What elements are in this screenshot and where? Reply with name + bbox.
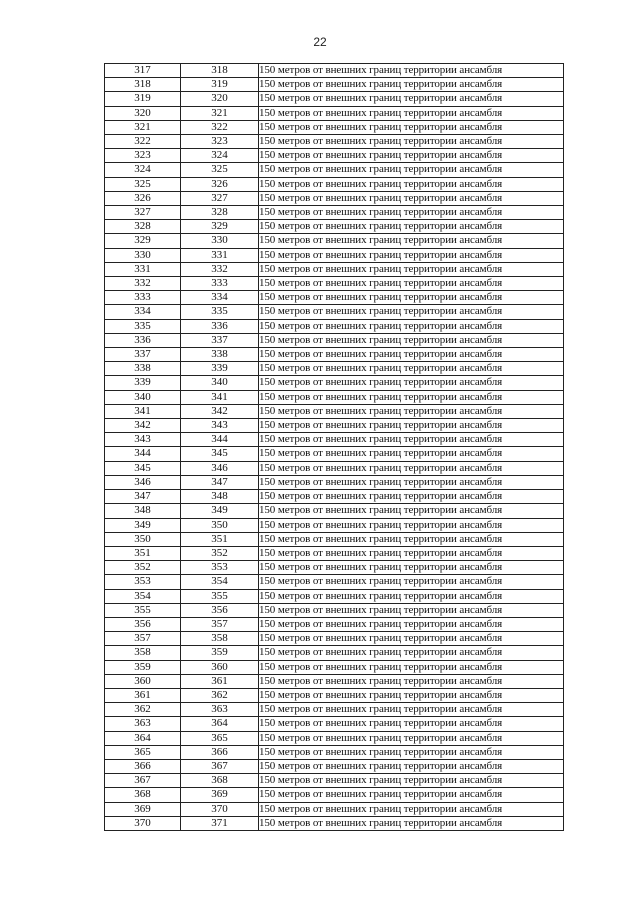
point-from-cell: 345	[105, 461, 181, 475]
point-from-cell: 370	[105, 816, 181, 830]
table-row	[105, 206, 564, 220]
point-to-cell: 355	[181, 589, 259, 603]
description-cell: 150 метров от внешних границ территории ансамбля	[259, 717, 564, 731]
point-to-cell: 369	[181, 788, 259, 802]
table-row	[105, 703, 564, 717]
point-to-cell: 344	[181, 433, 259, 447]
point-from-cell: 341	[105, 404, 181, 418]
point-to-cell: 334	[181, 291, 259, 305]
point-to-cell: 348	[181, 490, 259, 504]
description-cell: 150 метров от внешних границ территории ансамбля	[259, 688, 564, 702]
table-row	[105, 646, 564, 660]
point-from-cell: 357	[105, 632, 181, 646]
table-row	[105, 291, 564, 305]
point-to-cell: 364	[181, 717, 259, 731]
description-cell: 150 метров от внешних границ территории ансамбля	[259, 802, 564, 816]
point-from-cell: 325	[105, 177, 181, 191]
point-to-cell: 318	[181, 64, 259, 78]
description-cell: 150 метров от внешних границ территории ансамбля	[259, 632, 564, 646]
point-from-cell: 331	[105, 262, 181, 276]
point-from-cell: 365	[105, 745, 181, 759]
table-row	[105, 674, 564, 688]
point-from-cell: 369	[105, 802, 181, 816]
point-from-cell: 340	[105, 390, 181, 404]
point-from-cell: 330	[105, 248, 181, 262]
point-from-cell: 364	[105, 731, 181, 745]
point-from-cell: 343	[105, 433, 181, 447]
point-from-cell: 344	[105, 447, 181, 461]
point-from-cell: 322	[105, 135, 181, 149]
point-from-cell: 324	[105, 163, 181, 177]
table-row	[105, 461, 564, 475]
point-from-cell: 317	[105, 64, 181, 78]
table-row	[105, 774, 564, 788]
table-row	[105, 589, 564, 603]
table-row	[105, 149, 564, 163]
table-row	[105, 78, 564, 92]
point-to-cell: 347	[181, 475, 259, 489]
table-row	[105, 603, 564, 617]
point-to-cell: 357	[181, 617, 259, 631]
point-from-cell: 337	[105, 348, 181, 362]
description-cell: 150 метров от внешних границ территории ансамбля	[259, 177, 564, 191]
description-cell: 150 метров от внешних границ территории ансамбля	[259, 404, 564, 418]
description-cell: 150 метров от внешних границ территории ансамбля	[259, 220, 564, 234]
point-from-cell: 336	[105, 333, 181, 347]
table-row	[105, 660, 564, 674]
table-row	[105, 816, 564, 830]
description-cell: 150 метров от внешних границ территории ансамбля	[259, 731, 564, 745]
description-cell: 150 метров от внешних границ территории ансамбля	[259, 419, 564, 433]
description-cell: 150 метров от внешних границ территории ансамбля	[259, 64, 564, 78]
description-cell: 150 метров от внешних границ территории ансамбля	[259, 163, 564, 177]
point-from-cell: 321	[105, 120, 181, 134]
point-from-cell: 320	[105, 106, 181, 120]
point-from-cell: 354	[105, 589, 181, 603]
table-row	[105, 518, 564, 532]
point-to-cell: 358	[181, 632, 259, 646]
point-to-cell: 352	[181, 546, 259, 560]
point-to-cell: 367	[181, 759, 259, 773]
description-cell: 150 метров от внешних границ территории ансамбля	[259, 759, 564, 773]
description-cell: 150 метров от внешних границ территории ансамбля	[259, 816, 564, 830]
point-to-cell: 324	[181, 149, 259, 163]
point-from-cell: 338	[105, 362, 181, 376]
point-from-cell: 349	[105, 518, 181, 532]
point-from-cell: 339	[105, 376, 181, 390]
point-to-cell: 336	[181, 319, 259, 333]
table-row	[105, 617, 564, 631]
point-to-cell: 339	[181, 362, 259, 376]
description-cell: 150 метров от внешних границ территории ансамбля	[259, 660, 564, 674]
point-from-cell: 333	[105, 291, 181, 305]
table-row	[105, 120, 564, 134]
page-number: 22	[313, 35, 327, 49]
table-row	[105, 390, 564, 404]
point-to-cell: 361	[181, 674, 259, 688]
description-cell: 150 метров от внешних границ территории ансамбля	[259, 149, 564, 163]
table-row	[105, 333, 564, 347]
point-to-cell: 350	[181, 518, 259, 532]
description-cell: 150 метров от внешних границ территории ансамбля	[259, 248, 564, 262]
description-cell: 150 метров от внешних границ территории ансамбля	[259, 106, 564, 120]
description-cell: 150 метров от внешних границ территории ансамбля	[259, 376, 564, 390]
point-from-cell: 360	[105, 674, 181, 688]
description-cell: 150 метров от внешних границ территории ансамбля	[259, 78, 564, 92]
point-from-cell: 361	[105, 688, 181, 702]
description-cell: 150 метров от внешних границ территории ансамбля	[259, 561, 564, 575]
point-to-cell: 368	[181, 774, 259, 788]
point-to-cell: 362	[181, 688, 259, 702]
point-to-cell: 360	[181, 660, 259, 674]
point-from-cell: 359	[105, 660, 181, 674]
description-cell: 150 метров от внешних границ территории ансамбля	[259, 546, 564, 560]
description-cell: 150 метров от внешних границ территории ансамбля	[259, 646, 564, 660]
point-from-cell: 319	[105, 92, 181, 106]
table-row	[105, 632, 564, 646]
description-cell: 150 метров от внешних границ территории ансамбля	[259, 490, 564, 504]
point-from-cell: 347	[105, 490, 181, 504]
table-row	[105, 546, 564, 560]
point-to-cell: 325	[181, 163, 259, 177]
table-row	[105, 759, 564, 773]
table-row	[105, 532, 564, 546]
description-cell: 150 метров от внешних границ территории ансамбля	[259, 461, 564, 475]
description-cell: 150 метров от внешних границ территории ансамбля	[259, 433, 564, 447]
table-row	[105, 362, 564, 376]
point-from-cell: 367	[105, 774, 181, 788]
point-to-cell: 363	[181, 703, 259, 717]
point-to-cell: 349	[181, 504, 259, 518]
point-to-cell: 346	[181, 461, 259, 475]
table-row	[105, 802, 564, 816]
point-from-cell: 366	[105, 759, 181, 773]
point-from-cell: 362	[105, 703, 181, 717]
point-to-cell: 351	[181, 532, 259, 546]
table-row	[105, 788, 564, 802]
point-from-cell: 353	[105, 575, 181, 589]
table-row	[105, 376, 564, 390]
table-row	[105, 248, 564, 262]
table-row	[105, 745, 564, 759]
table-row	[105, 490, 564, 504]
point-to-cell: 327	[181, 191, 259, 205]
point-to-cell: 345	[181, 447, 259, 461]
table-row	[105, 135, 564, 149]
description-cell: 150 метров от внешних границ территории ансамбля	[259, 603, 564, 617]
point-to-cell: 354	[181, 575, 259, 589]
point-from-cell: 358	[105, 646, 181, 660]
point-to-cell: 370	[181, 802, 259, 816]
table-row	[105, 220, 564, 234]
point-to-cell: 356	[181, 603, 259, 617]
point-to-cell: 337	[181, 333, 259, 347]
description-cell: 150 метров от внешних границ территории ансамбля	[259, 234, 564, 248]
boundary-table	[104, 63, 564, 831]
point-from-cell: 368	[105, 788, 181, 802]
table-row	[105, 504, 564, 518]
point-to-cell: 343	[181, 419, 259, 433]
table-row	[105, 234, 564, 248]
point-from-cell: 323	[105, 149, 181, 163]
point-to-cell: 340	[181, 376, 259, 390]
point-from-cell: 346	[105, 475, 181, 489]
point-to-cell: 366	[181, 745, 259, 759]
point-from-cell: 355	[105, 603, 181, 617]
table-row	[105, 262, 564, 276]
table-row	[105, 64, 564, 78]
table-row	[105, 447, 564, 461]
description-cell: 150 метров от внешних границ территории ансамбля	[259, 305, 564, 319]
description-cell: 150 метров от внешних границ территории ансамбля	[259, 333, 564, 347]
description-cell: 150 метров от внешних границ территории ансамбля	[259, 518, 564, 532]
point-from-cell: 334	[105, 305, 181, 319]
description-cell: 150 метров от внешних границ территории ансамбля	[259, 703, 564, 717]
point-to-cell: 335	[181, 305, 259, 319]
point-to-cell: 323	[181, 135, 259, 149]
point-to-cell: 322	[181, 120, 259, 134]
table-row	[105, 305, 564, 319]
table-row	[105, 177, 564, 191]
table-row	[105, 319, 564, 333]
point-to-cell: 329	[181, 220, 259, 234]
description-cell: 150 метров от внешних границ территории ансамбля	[259, 745, 564, 759]
description-cell: 150 метров от внешних границ территории ансамбля	[259, 291, 564, 305]
description-cell: 150 метров от внешних границ территории ансамбля	[259, 390, 564, 404]
point-to-cell: 321	[181, 106, 259, 120]
point-to-cell: 341	[181, 390, 259, 404]
table-row	[105, 575, 564, 589]
description-cell: 150 метров от внешних границ территории ансамбля	[259, 447, 564, 461]
point-to-cell: 338	[181, 348, 259, 362]
point-to-cell: 326	[181, 177, 259, 191]
point-to-cell: 320	[181, 92, 259, 106]
point-to-cell: 365	[181, 731, 259, 745]
point-to-cell: 359	[181, 646, 259, 660]
table-row	[105, 277, 564, 291]
description-cell: 150 метров от внешних границ территории ансамбля	[259, 617, 564, 631]
point-from-cell: 350	[105, 532, 181, 546]
description-cell: 150 метров от внешних границ территории ансамбля	[259, 788, 564, 802]
point-to-cell: 333	[181, 277, 259, 291]
description-cell: 150 метров от внешних границ территории ансамбля	[259, 135, 564, 149]
table-row	[105, 717, 564, 731]
description-cell: 150 метров от внешних границ территории ансамбля	[259, 277, 564, 291]
point-from-cell: 326	[105, 191, 181, 205]
description-cell: 150 метров от внешних границ территории ансамбля	[259, 191, 564, 205]
point-to-cell: 371	[181, 816, 259, 830]
point-to-cell: 330	[181, 234, 259, 248]
table-row	[105, 163, 564, 177]
description-cell: 150 метров от внешних границ территории ансамбля	[259, 92, 564, 106]
description-cell: 150 метров от внешних границ территории ансамбля	[259, 348, 564, 362]
table-row	[105, 92, 564, 106]
description-cell: 150 метров от внешних границ территории ансамбля	[259, 319, 564, 333]
table-row	[105, 561, 564, 575]
description-cell: 150 метров от внешних границ территории ансамбля	[259, 532, 564, 546]
point-from-cell: 356	[105, 617, 181, 631]
description-cell: 150 метров от внешних границ территории ансамбля	[259, 362, 564, 376]
point-from-cell: 351	[105, 546, 181, 560]
point-to-cell: 319	[181, 78, 259, 92]
table-row	[105, 475, 564, 489]
table-row	[105, 348, 564, 362]
point-to-cell: 342	[181, 404, 259, 418]
point-from-cell: 352	[105, 561, 181, 575]
point-from-cell: 342	[105, 419, 181, 433]
table-row	[105, 419, 564, 433]
table-row	[105, 731, 564, 745]
description-cell: 150 метров от внешних границ территории ансамбля	[259, 475, 564, 489]
description-cell: 150 метров от внешних границ территории ансамбля	[259, 120, 564, 134]
point-from-cell: 329	[105, 234, 181, 248]
description-cell: 150 метров от внешних границ территории ансамбля	[259, 774, 564, 788]
point-from-cell: 363	[105, 717, 181, 731]
description-cell: 150 метров от внешних границ территории ансамбля	[259, 575, 564, 589]
table-row	[105, 688, 564, 702]
point-from-cell: 328	[105, 220, 181, 234]
description-cell: 150 метров от внешних границ территории ансамбля	[259, 262, 564, 276]
point-from-cell: 332	[105, 277, 181, 291]
table-body	[105, 64, 564, 831]
point-from-cell: 348	[105, 504, 181, 518]
description-cell: 150 метров от внешних границ территории ансамбля	[259, 504, 564, 518]
table-row	[105, 191, 564, 205]
description-cell: 150 метров от внешних границ территории ансамбля	[259, 674, 564, 688]
point-from-cell: 335	[105, 319, 181, 333]
table-row	[105, 106, 564, 120]
description-cell: 150 метров от внешних границ территории ансамбля	[259, 589, 564, 603]
point-to-cell: 328	[181, 206, 259, 220]
point-to-cell: 353	[181, 561, 259, 575]
point-to-cell: 332	[181, 262, 259, 276]
point-from-cell: 327	[105, 206, 181, 220]
table-row	[105, 433, 564, 447]
description-cell: 150 метров от внешних границ территории ансамбля	[259, 206, 564, 220]
point-from-cell: 318	[105, 78, 181, 92]
table-row	[105, 404, 564, 418]
point-to-cell: 331	[181, 248, 259, 262]
